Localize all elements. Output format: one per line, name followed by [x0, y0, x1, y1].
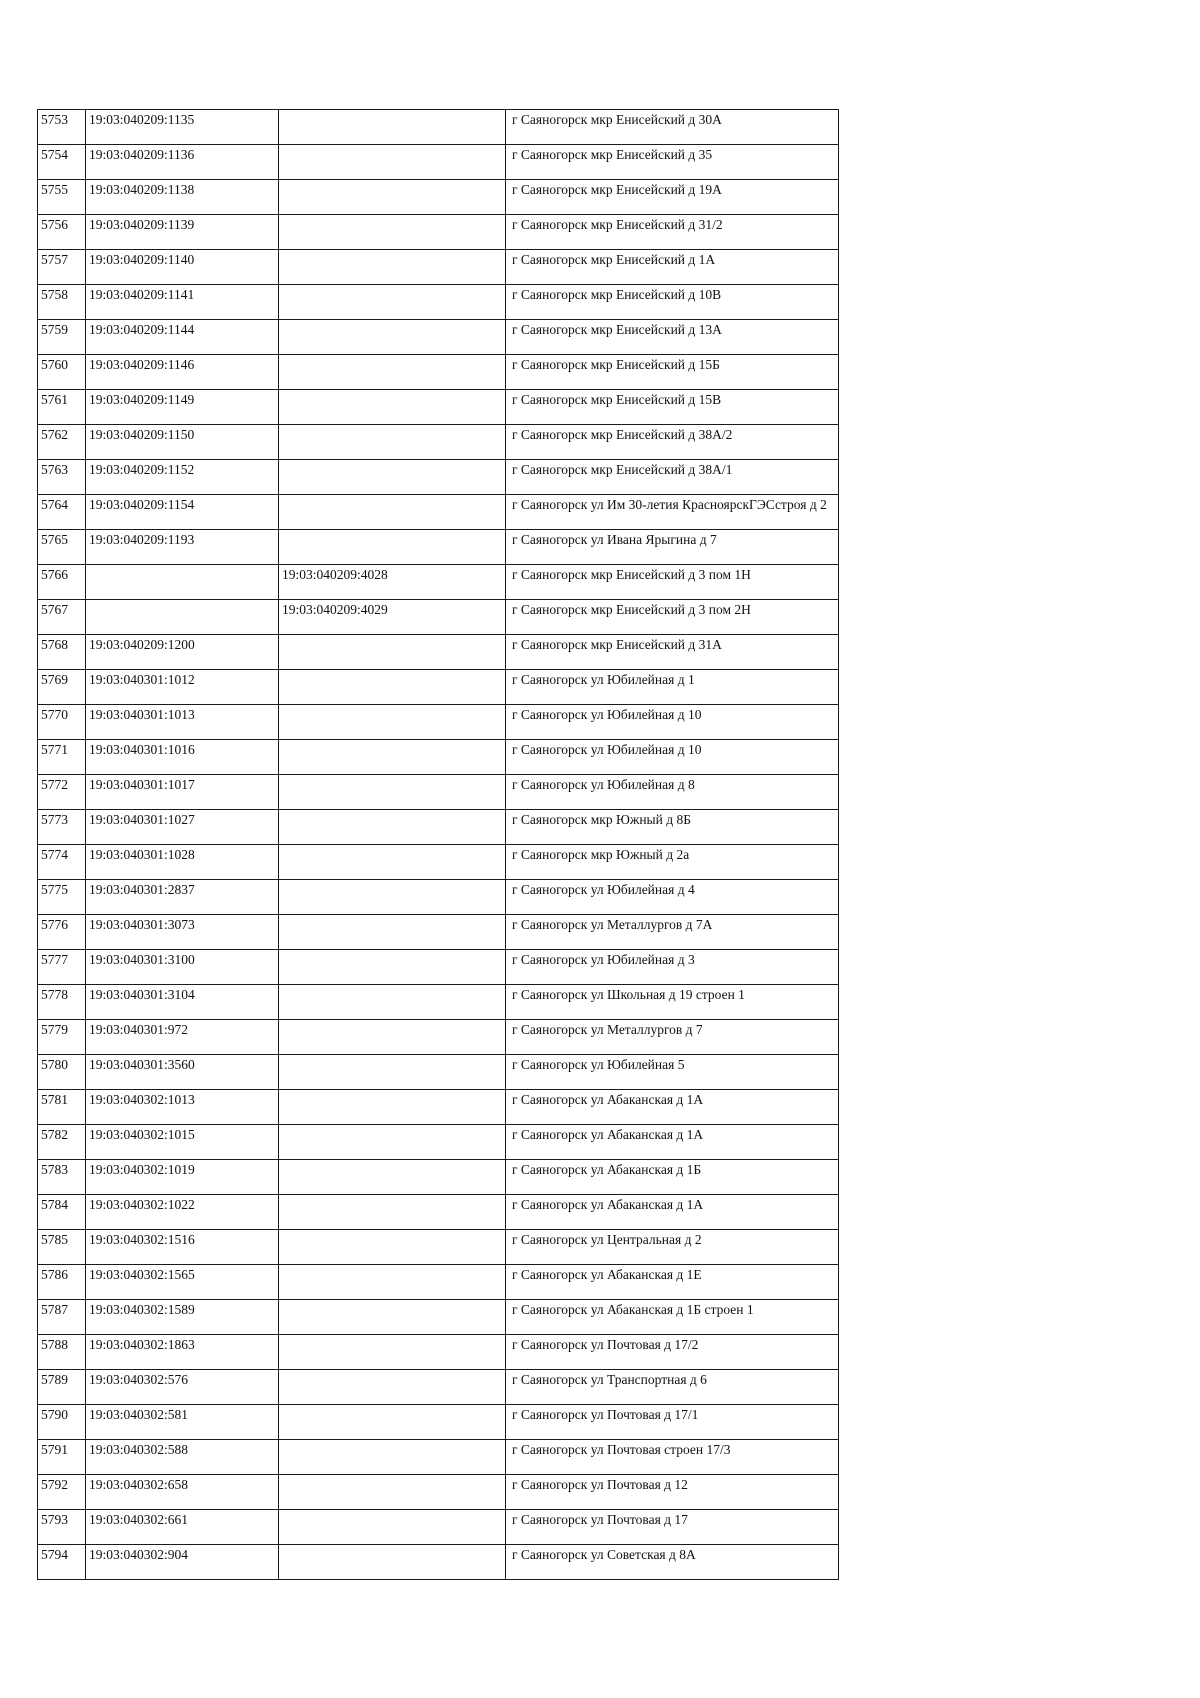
address-cell: г Саяногорск мкр Енисейский д 10В [506, 285, 839, 320]
address-cell: г Саяногорск мкр Енисейский д 3 пом 2Н [506, 600, 839, 635]
cadastral-number-cell: 19:03:040302:1565 [86, 1265, 279, 1300]
cadastral-number-cell: 19:03:040209:1200 [86, 635, 279, 670]
registry-table-body [38, 110, 839, 1580]
cadastral-number-cell: 19:03:040301:3560 [86, 1055, 279, 1090]
table-row [38, 460, 839, 495]
address-cell: г Саяногорск ул Почтовая д 17/1 [506, 1405, 839, 1440]
row-number-cell: 5757 [38, 250, 86, 285]
table-row [38, 1335, 839, 1370]
cadastral-number-cell: 19:03:040301:1017 [86, 775, 279, 810]
table-row [38, 180, 839, 215]
premises-cadastral-cell [279, 985, 506, 1020]
cadastral-number-cell: 19:03:040209:1152 [86, 460, 279, 495]
table-row [38, 740, 839, 775]
address-cell: г Саяногорск ул Юбилейная д 8 [506, 775, 839, 810]
row-number-cell: 5784 [38, 1195, 86, 1230]
cadastral-number-cell: 19:03:040302:588 [86, 1440, 279, 1475]
row-number-cell: 5761 [38, 390, 86, 425]
premises-cadastral-cell [279, 215, 506, 250]
row-number-cell: 5794 [38, 1545, 86, 1580]
address-cell: г Саяногорск ул Почтовая д 17/2 [506, 1335, 839, 1370]
table-row [38, 145, 839, 180]
premises-cadastral-cell [279, 425, 506, 460]
table-row [38, 390, 839, 425]
address-cell: г Саяногорск ул Юбилейная д 3 [506, 950, 839, 985]
table-row [38, 1195, 839, 1230]
row-number-cell: 5787 [38, 1300, 86, 1335]
premises-cadastral-cell [279, 1300, 506, 1335]
cadastral-number-cell: 19:03:040209:1149 [86, 390, 279, 425]
row-number-cell: 5793 [38, 1510, 86, 1545]
premises-cadastral-cell [279, 1475, 506, 1510]
cadastral-number-cell: 19:03:040301:3100 [86, 950, 279, 985]
table-row [38, 1230, 839, 1265]
row-number-cell: 5768 [38, 635, 86, 670]
row-number-cell: 5753 [38, 110, 86, 145]
cadastral-number-cell [86, 565, 279, 600]
cadastral-number-cell: 19:03:040209:1138 [86, 180, 279, 215]
premises-cadastral-cell [279, 1265, 506, 1300]
table-row [38, 705, 839, 740]
premises-cadastral-cell [279, 1545, 506, 1580]
table-row [38, 880, 839, 915]
table-row [38, 1300, 839, 1335]
cadastral-number-cell: 19:03:040301:972 [86, 1020, 279, 1055]
table-row [38, 600, 839, 635]
row-number-cell: 5791 [38, 1440, 86, 1475]
address-cell: г Саяногорск ул Юбилейная д 4 [506, 880, 839, 915]
cadastral-number-cell: 19:03:040209:1135 [86, 110, 279, 145]
address-cell: г Саяногорск ул Ивана Ярыгина д 7 [506, 530, 839, 565]
premises-cadastral-cell [279, 1230, 506, 1265]
table-row [38, 1265, 839, 1300]
row-number-cell: 5774 [38, 845, 86, 880]
address-cell: г Саяногорск мкр Енисейский д 35 [506, 145, 839, 180]
cadastral-number-cell: 19:03:040302:1015 [86, 1125, 279, 1160]
row-number-cell: 5775 [38, 880, 86, 915]
table-row [38, 635, 839, 670]
cadastral-number-cell: 19:03:040301:1012 [86, 670, 279, 705]
cadastral-number-cell: 19:03:040302:1013 [86, 1090, 279, 1125]
row-number-cell: 5756 [38, 215, 86, 250]
address-cell: г Саяногорск ул Юбилейная д 1 [506, 670, 839, 705]
table-row [38, 985, 839, 1020]
address-cell: г Саяногорск мкр Енисейский д 38А/1 [506, 460, 839, 495]
premises-cadastral-cell [279, 285, 506, 320]
row-number-cell: 5781 [38, 1090, 86, 1125]
row-number-cell: 5773 [38, 810, 86, 845]
premises-cadastral-cell [279, 320, 506, 355]
cadastral-number-cell: 19:03:040302:1863 [86, 1335, 279, 1370]
premises-cadastral-cell [279, 110, 506, 145]
address-cell: г Саяногорск ул Металлургов д 7А [506, 915, 839, 950]
premises-cadastral-cell [279, 460, 506, 495]
row-number-cell: 5762 [38, 425, 86, 460]
premises-cadastral-cell [279, 1370, 506, 1405]
row-number-cell: 5778 [38, 985, 86, 1020]
table-row [38, 1545, 839, 1580]
cadastral-number-cell: 19:03:040209:1141 [86, 285, 279, 320]
row-number-cell: 5764 [38, 495, 86, 530]
premises-cadastral-cell [279, 355, 506, 390]
table-row [38, 1055, 839, 1090]
row-number-cell: 5771 [38, 740, 86, 775]
address-cell: г Саяногорск ул Абаканская д 1А [506, 1090, 839, 1125]
address-cell: г Саяногорск мкр Енисейский д 15Б [506, 355, 839, 390]
cadastral-number-cell: 19:03:040302:1022 [86, 1195, 279, 1230]
row-number-cell: 5766 [38, 565, 86, 600]
address-cell: г Саяногорск ул Юбилейная 5 [506, 1055, 839, 1090]
row-number-cell: 5776 [38, 915, 86, 950]
address-cell: г Саяногорск ул Абаканская д 1Б [506, 1160, 839, 1195]
premises-cadastral-cell [279, 1125, 506, 1160]
table-row [38, 1125, 839, 1160]
cadastral-number-cell: 19:03:040301:1028 [86, 845, 279, 880]
premises-cadastral-cell [279, 145, 506, 180]
address-cell: г Саяногорск мкр Енисейский д 30А [506, 110, 839, 145]
premises-cadastral-cell [279, 390, 506, 425]
premises-cadastral-cell [279, 810, 506, 845]
cadastral-number-cell: 19:03:040301:3073 [86, 915, 279, 950]
cadastral-number-cell: 19:03:040209:1193 [86, 530, 279, 565]
address-cell: г Саяногорск мкр Енисейский д 1А [506, 250, 839, 285]
address-cell: г Саяногорск ул Юбилейная д 10 [506, 740, 839, 775]
cadastral-number-cell: 19:03:040209:1150 [86, 425, 279, 460]
row-number-cell: 5763 [38, 460, 86, 495]
address-cell: г Саяногорск ул Юбилейная д 10 [506, 705, 839, 740]
row-number-cell: 5767 [38, 600, 86, 635]
table-row [38, 1475, 839, 1510]
table-row [38, 670, 839, 705]
premises-cadastral-cell [279, 1335, 506, 1370]
cadastral-number-cell: 19:03:040301:1013 [86, 705, 279, 740]
table-row [38, 355, 839, 390]
premises-cadastral-cell [279, 950, 506, 985]
cadastral-number-cell: 19:03:040302:1516 [86, 1230, 279, 1265]
address-cell: г Саяногорск ул Почтовая д 17 [506, 1510, 839, 1545]
table-row [38, 250, 839, 285]
table-row [38, 320, 839, 355]
premises-cadastral-cell [279, 1510, 506, 1545]
cadastral-number-cell [86, 600, 279, 635]
table-row [38, 810, 839, 845]
table-row [38, 1510, 839, 1545]
address-cell: г Саяногорск ул Почтовая строен 17/3 [506, 1440, 839, 1475]
address-cell: г Саяногорск ул Центральная д 2 [506, 1230, 839, 1265]
address-cell: г Саяногорск ул Металлургов д 7 [506, 1020, 839, 1055]
address-cell: г Саяногорск ул Транспортная д 6 [506, 1370, 839, 1405]
premises-cadastral-cell [279, 670, 506, 705]
table-row [38, 1370, 839, 1405]
table-row [38, 775, 839, 810]
premises-cadastral-cell [279, 1055, 506, 1090]
premises-cadastral-cell: 19:03:040209:4028 [279, 565, 506, 600]
row-number-cell: 5792 [38, 1475, 86, 1510]
table-row [38, 565, 839, 600]
cadastral-number-cell: 19:03:040301:2837 [86, 880, 279, 915]
row-number-cell: 5758 [38, 285, 86, 320]
cadastral-number-cell: 19:03:040301:1016 [86, 740, 279, 775]
table-row [38, 1160, 839, 1195]
cadastral-number-cell: 19:03:040209:1140 [86, 250, 279, 285]
row-number-cell: 5782 [38, 1125, 86, 1160]
table-row [38, 845, 839, 880]
premises-cadastral-cell [279, 1090, 506, 1125]
table-row [38, 1440, 839, 1475]
table-row [38, 110, 839, 145]
row-number-cell: 5765 [38, 530, 86, 565]
premises-cadastral-cell [279, 635, 506, 670]
row-number-cell: 5760 [38, 355, 86, 390]
address-cell: г Саяногорск мкр Енисейский д 38А/2 [506, 425, 839, 460]
table-row [38, 425, 839, 460]
row-number-cell: 5790 [38, 1405, 86, 1440]
address-cell: г Саяногорск мкр Енисейский д 31/2 [506, 215, 839, 250]
premises-cadastral-cell [279, 775, 506, 810]
address-cell: г Саяногорск ул Почтовая д 12 [506, 1475, 839, 1510]
cadastral-number-cell: 19:03:040302:576 [86, 1370, 279, 1405]
cadastral-number-cell: 19:03:040302:1589 [86, 1300, 279, 1335]
premises-cadastral-cell [279, 1195, 506, 1230]
row-number-cell: 5759 [38, 320, 86, 355]
premises-cadastral-cell [279, 880, 506, 915]
premises-cadastral-cell [279, 1160, 506, 1195]
cadastral-number-cell: 19:03:040209:1154 [86, 495, 279, 530]
table-row [38, 495, 839, 530]
address-cell: г Саяногорск ул Советская д 8А [506, 1545, 839, 1580]
address-cell: г Саяногорск мкр Енисейский д 15В [506, 390, 839, 425]
cadastral-number-cell: 19:03:040301:1027 [86, 810, 279, 845]
row-number-cell: 5754 [38, 145, 86, 180]
premises-cadastral-cell [279, 915, 506, 950]
address-cell: г Саяногорск ул Абаканская д 1А [506, 1125, 839, 1160]
table-row [38, 1090, 839, 1125]
premises-cadastral-cell [279, 1440, 506, 1475]
table-row [38, 1405, 839, 1440]
cadastral-number-cell: 19:03:040209:1144 [86, 320, 279, 355]
row-number-cell: 5770 [38, 705, 86, 740]
cadastral-number-cell: 19:03:040302:1019 [86, 1160, 279, 1195]
row-number-cell: 5780 [38, 1055, 86, 1090]
row-number-cell: 5786 [38, 1265, 86, 1300]
cadastral-number-cell: 19:03:040302:661 [86, 1510, 279, 1545]
cadastral-number-cell: 19:03:040302:904 [86, 1545, 279, 1580]
address-cell: г Саяногорск мкр Южный д 8Б [506, 810, 839, 845]
address-cell: г Саяногорск мкр Енисейский д 31А [506, 635, 839, 670]
premises-cadastral-cell [279, 530, 506, 565]
table-row [38, 950, 839, 985]
address-cell: г Саяногорск мкр Южный д 2а [506, 845, 839, 880]
premises-cadastral-cell [279, 180, 506, 215]
address-cell: г Саяногорск ул Абаканская д 1А [506, 1195, 839, 1230]
cadastral-number-cell: 19:03:040302:658 [86, 1475, 279, 1510]
table-row [38, 1020, 839, 1055]
premises-cadastral-cell [279, 705, 506, 740]
address-cell: г Саяногорск ул Абаканская д 1Б строен 1 [506, 1300, 839, 1335]
row-number-cell: 5777 [38, 950, 86, 985]
cadastral-number-cell: 19:03:040209:1139 [86, 215, 279, 250]
address-cell: г Саяногорск ул Школьная д 19 строен 1 [506, 985, 839, 1020]
premises-cadastral-cell [279, 1020, 506, 1055]
table-row [38, 215, 839, 250]
address-cell: г Саяногорск ул Им 30-летия КрасноярскГЭСстроя д 2 [506, 495, 839, 530]
row-number-cell: 5785 [38, 1230, 86, 1265]
row-number-cell: 5772 [38, 775, 86, 810]
premises-cadastral-cell [279, 845, 506, 880]
address-cell: г Саяногорск мкр Енисейский д 19А [506, 180, 839, 215]
row-number-cell: 5789 [38, 1370, 86, 1405]
row-number-cell: 5779 [38, 1020, 86, 1055]
premises-cadastral-cell [279, 1405, 506, 1440]
row-number-cell: 5755 [38, 180, 86, 215]
premises-cadastral-cell [279, 740, 506, 775]
cadastral-number-cell: 19:03:040301:3104 [86, 985, 279, 1020]
cadastral-number-cell: 19:03:040302:581 [86, 1405, 279, 1440]
table-row [38, 915, 839, 950]
cadastral-number-cell: 19:03:040209:1146 [86, 355, 279, 390]
registry-table [37, 109, 839, 1580]
row-number-cell: 5783 [38, 1160, 86, 1195]
premises-cadastral-cell [279, 250, 506, 285]
premises-cadastral-cell: 19:03:040209:4029 [279, 600, 506, 635]
address-cell: г Саяногорск мкр Енисейский д 13А [506, 320, 839, 355]
table-row [38, 285, 839, 320]
address-cell: г Саяногорск мкр Енисейский д 3 пом 1Н [506, 565, 839, 600]
row-number-cell: 5788 [38, 1335, 86, 1370]
cadastral-number-cell: 19:03:040209:1136 [86, 145, 279, 180]
premises-cadastral-cell [279, 495, 506, 530]
address-cell: г Саяногорск ул Абаканская д 1Е [506, 1265, 839, 1300]
table-row [38, 530, 839, 565]
row-number-cell: 5769 [38, 670, 86, 705]
